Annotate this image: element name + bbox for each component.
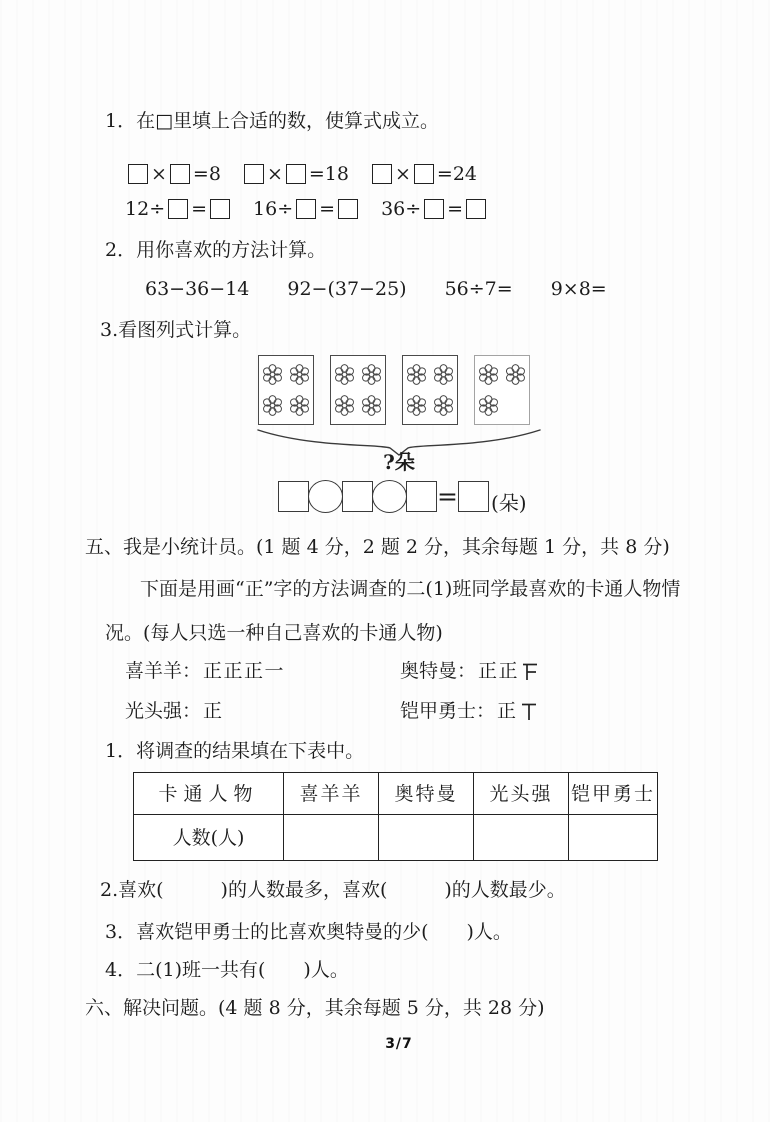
flower-box bbox=[330, 355, 386, 425]
equation: 36÷ = bbox=[381, 196, 489, 222]
section-5-question-1: 1．将调查的结果填在下表中。 bbox=[105, 740, 365, 762]
flower-figure bbox=[100, 355, 690, 513]
tally-item bbox=[125, 698, 400, 724]
flower-icon bbox=[432, 363, 455, 386]
question-1-equations-row-2 bbox=[100, 196, 690, 222]
flower-icon bbox=[360, 394, 383, 417]
blank-square bbox=[466, 199, 486, 219]
answer-equation bbox=[278, 480, 690, 513]
flower-box bbox=[474, 355, 530, 425]
blank-circle bbox=[372, 480, 407, 513]
blank-square bbox=[278, 481, 309, 512]
flower-box bbox=[258, 355, 314, 425]
flower-boxes bbox=[258, 355, 690, 425]
page-number: 3/7 bbox=[385, 1036, 413, 1052]
section-6-heading: 六、解决问题。(4 题 8 分，其余每题 5 分，共 28 分) bbox=[85, 997, 545, 1019]
equation: × =24 bbox=[369, 161, 477, 187]
equation: 12÷ = bbox=[125, 196, 233, 222]
flower-icon bbox=[405, 394, 428, 417]
tally-character-name: 铠甲勇士： bbox=[400, 700, 496, 722]
blank-square bbox=[424, 199, 444, 219]
table-header-kaijiayongshi: 铠甲勇士 bbox=[569, 773, 658, 815]
tally-marks: 正正 bbox=[478, 660, 520, 682]
table-cell-empty bbox=[474, 815, 569, 861]
blank-square bbox=[406, 481, 437, 512]
table-row-label: 人数(人) bbox=[134, 815, 284, 861]
blank-square bbox=[170, 164, 190, 184]
question-1-equations-row-1 bbox=[100, 161, 690, 187]
flower-icon bbox=[261, 394, 284, 417]
blank-square bbox=[244, 164, 264, 184]
section-5-question-3: 3．喜欢铠甲勇士的比喜欢奥特曼的少( )人。 bbox=[105, 921, 512, 943]
blank-square bbox=[128, 164, 148, 184]
page-content bbox=[85, 108, 690, 1021]
flower-icon bbox=[288, 363, 311, 386]
flower-icon bbox=[477, 394, 500, 417]
question-2-expressions bbox=[100, 276, 690, 302]
flower-icon bbox=[288, 394, 311, 417]
expression: 92−(37−25) bbox=[287, 278, 407, 300]
expression: 56÷7= bbox=[444, 278, 513, 300]
blank-square bbox=[210, 199, 230, 219]
blank-circle bbox=[308, 480, 343, 513]
table-cell-empty bbox=[379, 815, 474, 861]
blank-square bbox=[338, 199, 358, 219]
tally-character-name: 喜羊羊： bbox=[125, 660, 202, 682]
flower-box bbox=[402, 355, 458, 425]
blank-square bbox=[414, 164, 434, 184]
section-5-question-2: 2.喜欢( )的人数最多，喜欢( )的人数最少。 bbox=[100, 879, 566, 901]
flower-icon bbox=[333, 363, 356, 386]
question-1-label: 1．在□里填上合适的数，使算式成立。 bbox=[105, 110, 440, 132]
tally-marks: 正正正一 bbox=[203, 660, 286, 682]
partial-tally-icon bbox=[521, 661, 538, 682]
tally-list bbox=[100, 658, 690, 724]
tally-marks: 正 bbox=[203, 700, 224, 722]
flower-icon bbox=[432, 394, 455, 417]
flower-icon bbox=[261, 363, 284, 386]
equation: × =18 bbox=[241, 161, 349, 187]
tally-item bbox=[125, 658, 400, 684]
section-5-intro-line-2: 况。(每人只选一种自己喜欢的卡通人物) bbox=[105, 622, 443, 644]
table-cell-empty bbox=[284, 815, 379, 861]
survey-table bbox=[133, 772, 658, 861]
blank-square bbox=[296, 199, 316, 219]
equation: 16÷ = bbox=[253, 196, 361, 222]
flower-icon bbox=[333, 394, 356, 417]
table-header-aoteman: 奥特曼 bbox=[379, 773, 474, 815]
question-2-label: 2．用你喜欢的方法计算。 bbox=[105, 239, 327, 261]
answer-equation-shapes: = bbox=[278, 480, 489, 513]
table-header-character: 卡通人物 bbox=[134, 773, 284, 815]
brace-label: ?朵 bbox=[383, 450, 415, 474]
blank-square bbox=[168, 199, 188, 219]
tally-item bbox=[400, 698, 690, 724]
blank-square bbox=[342, 481, 373, 512]
flower-icon bbox=[477, 363, 500, 386]
section-5-intro-line-1: 下面是用画“正”字的方法调查的二(1)班同学最喜欢的卡通人物情 bbox=[140, 578, 681, 600]
table-cell-empty bbox=[569, 815, 658, 861]
answer-equation-unit: (朵) bbox=[490, 491, 527, 515]
expression: 63−36−14 bbox=[145, 278, 250, 300]
section-5-heading: 五、我是小统计员。(1 题 4 分，2 题 2 分，其余每题 1 分，共 8 分) bbox=[85, 536, 670, 558]
expression: 9×8= bbox=[550, 278, 607, 300]
table-header-guangtouqiang: 光头强 bbox=[474, 773, 569, 815]
equation: × =8 bbox=[125, 161, 221, 187]
section-5-question-4: 4．二(1)班一共有( )人。 bbox=[105, 959, 349, 981]
tally-item bbox=[400, 658, 690, 684]
tally-character-name: 光头强： bbox=[125, 700, 202, 722]
flower-icon bbox=[504, 363, 527, 386]
blank-square bbox=[458, 481, 489, 512]
blank-square bbox=[286, 164, 306, 184]
tally-marks: 正 bbox=[497, 700, 518, 722]
question-3-label: 3.看图列式计算。 bbox=[100, 319, 252, 341]
partial-tally-icon bbox=[520, 701, 537, 722]
flower-icon bbox=[405, 363, 428, 386]
table-header-xiyangyang: 喜羊羊 bbox=[284, 773, 379, 815]
flower-icon bbox=[360, 363, 383, 386]
blank-square bbox=[372, 164, 392, 184]
tally-character-name: 奥特曼： bbox=[400, 660, 477, 682]
